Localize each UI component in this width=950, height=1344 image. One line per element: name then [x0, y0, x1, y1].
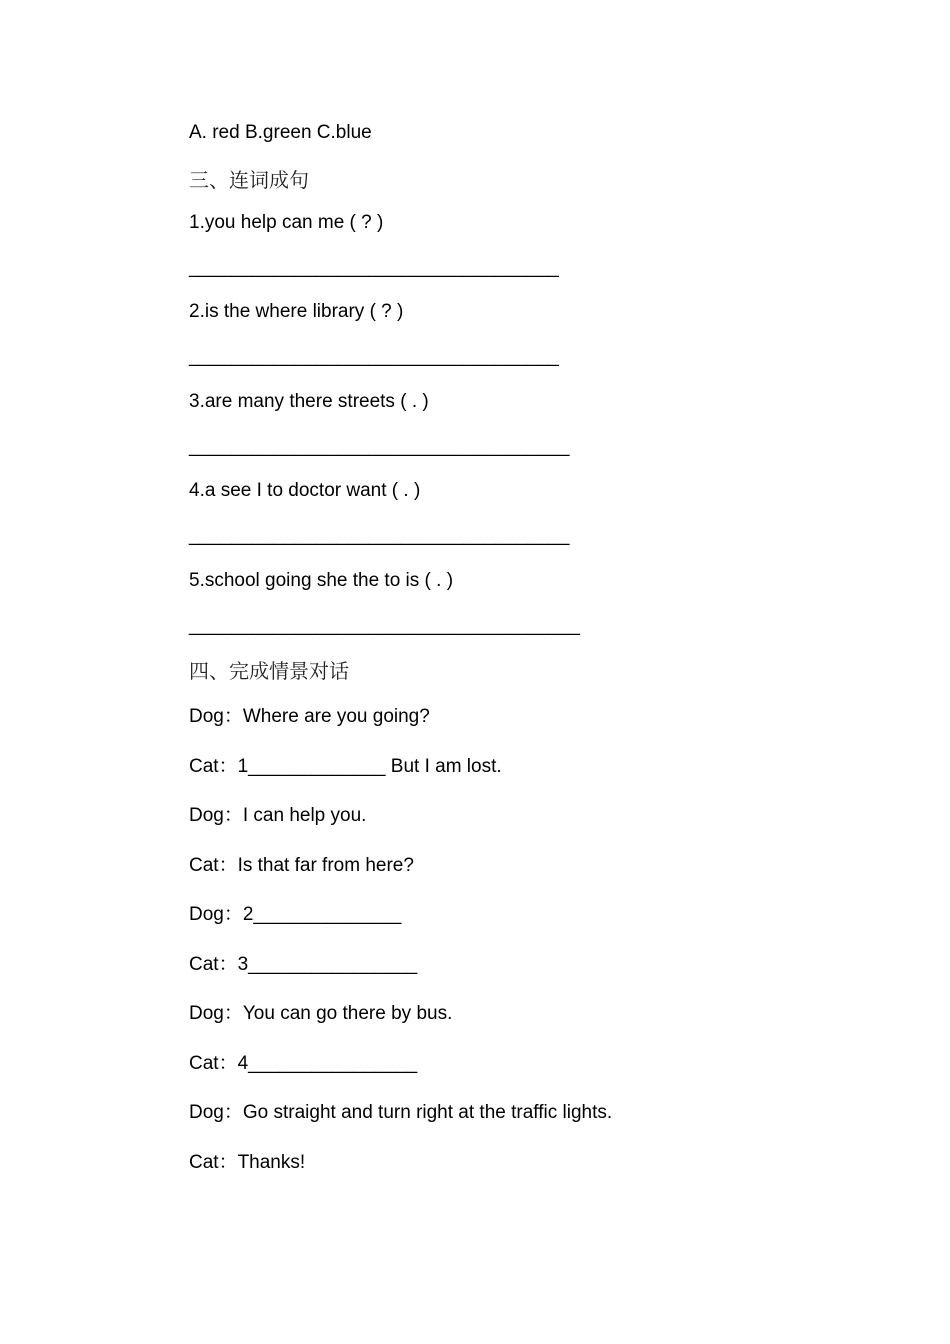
dialogue-line-10: Cat：Thanks! — [189, 1152, 306, 1173]
answer-line-5: _____________________________________ — [189, 615, 580, 636]
section-3-heading: 三、连词成句 — [189, 168, 309, 192]
question-4: 4.a see I to doctor want ( . ) — [189, 480, 421, 501]
dialogue-line-1: Dog：Where are you going? — [189, 706, 430, 727]
answer-line-1: ___________________________________ — [189, 257, 559, 278]
section-4-heading: 四、完成情景对话 — [189, 659, 349, 683]
options-line: A. red B.green C.blue — [189, 122, 372, 143]
dialogue-line-3: Dog：I can help you. — [189, 805, 367, 826]
answer-line-4: ____________________________________ — [189, 525, 570, 546]
question-5: 5.school going she the to is ( . ) — [189, 570, 454, 591]
question-3: 3.are many there streets ( . ) — [189, 391, 429, 412]
answer-line-3: ____________________________________ — [189, 436, 570, 457]
question-2: 2.is the where library ( ? ) — [189, 301, 404, 322]
dialogue-line-4: Cat：Is that far from here? — [189, 855, 414, 876]
dialogue-line-5: Dog：2______________ — [189, 904, 402, 925]
question-1: 1.you help can me ( ? ) — [189, 212, 384, 233]
answer-line-2: ___________________________________ — [189, 346, 559, 367]
dialogue-line-2: Cat：1_____________ But I am lost. — [189, 756, 502, 777]
dialogue-line-8: Cat：4________________ — [189, 1053, 418, 1074]
dialogue-line-9: Dog：Go straight and turn right at the traffic lights. — [189, 1102, 613, 1123]
dialogue-line-6: Cat：3________________ — [189, 954, 418, 975]
dialogue-line-7: Dog：You can go there by bus. — [189, 1003, 453, 1024]
